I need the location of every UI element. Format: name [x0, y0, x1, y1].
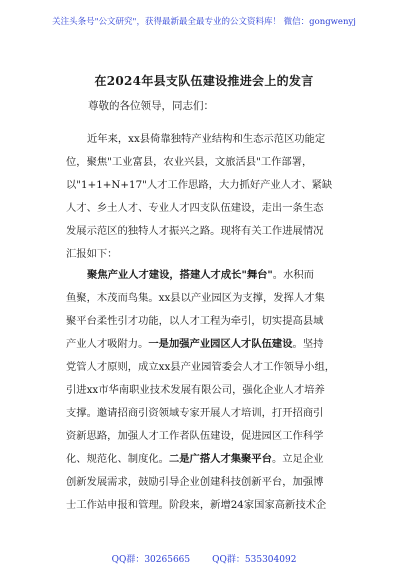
document-page: [0, 42, 408, 536]
text-line: 位，聚焦"工业富县，农业兴县，文旅活县"工作部署，: [66, 156, 313, 168]
text-line: [66, 448, 360, 471]
qq-group-2: QQ群：535304092: [212, 554, 297, 565]
paragraph-industry-talent: [66, 264, 360, 517]
text-line: [66, 333, 360, 356]
text-span: 。坚持: [292, 338, 324, 350]
document-greeting: 尊敬的各位领导，同志们：: [88, 100, 214, 112]
text-line: 汇报如下：: [66, 248, 118, 260]
text-span: 。立足企业: [271, 453, 324, 465]
text-span: 。水积而: [272, 269, 314, 281]
text-line: 人才、乡土人才、专业人才四支队伍建设，走出一条生态: [66, 202, 324, 214]
promo-header: [0, 0, 408, 42]
text-line: 资新思路，加强人才工作者队伍建设，促进园区工作科学: [66, 430, 324, 442]
text-line: 引进xx市华南职业技术发展有限公司，强化企业人才培养: [66, 384, 325, 396]
paragraph-intro: [66, 128, 360, 266]
text-line: 发展示范区的独特人才振兴之路。现将有关工作进展情况: [66, 225, 324, 237]
text-span: 化、规范化、制度化。: [66, 453, 169, 465]
text-line: 以"1+1+N+17"人才工作思路，大力抓好产业人才、紧缺: [66, 179, 333, 191]
text-line: 聚平台柔性引才功能，以人才工程为牵引，切实提高县域: [66, 315, 324, 327]
text-line: 创新发展需求，鼓励引导企业创建科技创新平台，加强博: [66, 476, 324, 488]
qq-group-1: QQ群：30265665: [111, 554, 191, 565]
text-span: 产业人才吸附力。: [66, 338, 149, 350]
promo-header-text: 关注头条号"公文研究"，获得最新最全最专业的公文资料库！ 微信：gongwenyj: [52, 17, 356, 27]
document-title: 在2024年县支队伍建设推进会上的发言: [94, 74, 314, 88]
section-heading: 聚焦产业人才建设，搭建人才成长"舞台": [87, 269, 273, 281]
text-line: 士工作站申报和管理。阶段来，新增24家国家高新技术企: [66, 499, 327, 511]
point-heading: 一是加强产业园区人才队伍建设: [148, 338, 293, 350]
text-line: [66, 264, 360, 287]
text-line: 党管人才原则，成立xx县产业园管委会人才工作领导小组，: [66, 361, 336, 373]
text-line: 支撑。邀请招商引资领域专家开展人才培训，打开招商引: [66, 407, 324, 419]
point-heading: 二是广搭人才集聚平台: [168, 453, 272, 465]
text-line: 鱼聚，木茂而鸟集。xx县以产业园区为支撑，发挥人才集: [66, 292, 325, 304]
promo-footer: [0, 536, 408, 580]
text-line: 近年来，xx县倚靠独特产业结构和生态示范区功能定: [87, 133, 326, 145]
